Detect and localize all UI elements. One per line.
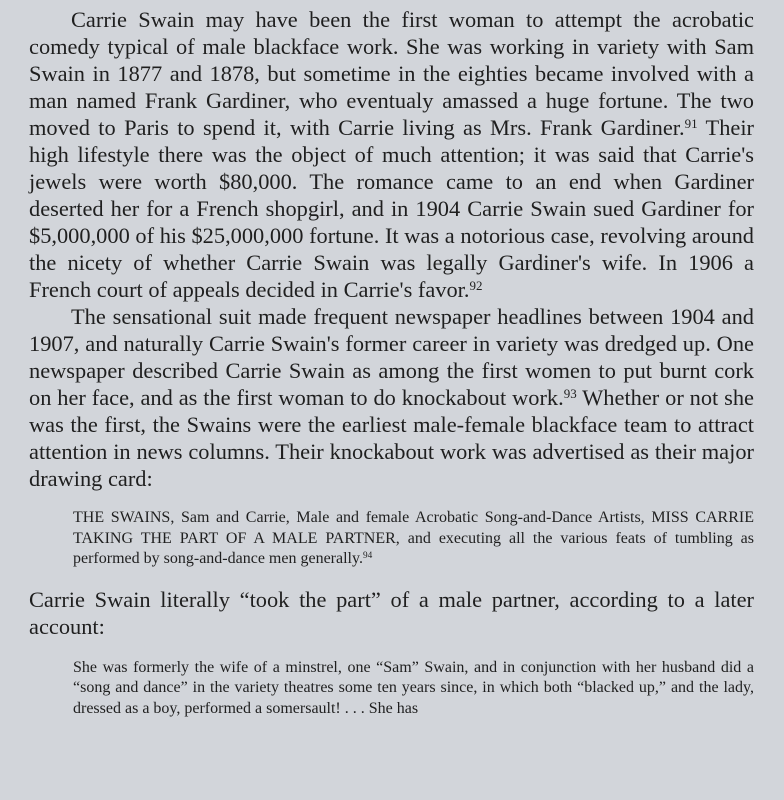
footnote-ref-91: 91 (684, 115, 698, 131)
paragraph-text: Their high lifestyle there was the object of much attention; it was said that Carrie's jewels were worth $80,000. The romance came to an end when Gardiner deserted her for a French shopgirl, and in 1904 Carrie Swain sued Gardiner for $5,000,000 of his $25,000,000 fortune. It was a notorious case, revolving around the nicety of whether Carrie Swain was legally Gardiner's wife. In 1906 a French court of appeals decided in Carrie's favor. (29, 115, 754, 302)
quote-text: She was formerly the wife of a minstrel, one “Sam” Swain, and in conjunction with her husband did a “song and dance” in the variety theatres some ten years since, in which both “blacked up,” and the lady, dressed as a boy, performed a somersault! . . . She has (73, 658, 754, 717)
paragraph-took-the-part (29, 586, 754, 640)
paragraph-text: Whether or not she was the first, the Swains were the earliest male-female blackface team to attract attention in news columns. Their knockabout work was advertised as their major drawing card: (29, 385, 754, 491)
paragraph-text: Carrie Swain may have been the first woman to attempt the acrobatic comedy typical of male blackface work. She was working in variety with Sam Swain in 1877 and 1878, but sometime in the eighties became involved with a man named Frank Gardiner, who eventualy amassed a huge fortune. The two moved to Paris to spend it, with Carrie living as Mrs. Frank Gardiner. (29, 7, 754, 140)
footnote-ref-92: 92 (469, 277, 483, 293)
quote-text: THE SWAINS, Sam and Carrie, Male and female Acrobatic Song-and-Dance Artists, MISS CARRIE TAKING THE PART OF A MALE PARTNER, and executing all the various feats of tumbling as performed by song-and-dance men generally. (73, 509, 754, 567)
block-quote-advertisement (29, 508, 754, 570)
block-quote-later-account (29, 658, 754, 720)
paragraph-carrie-swain-intro (29, 6, 754, 303)
footnote-ref-94: 94 (362, 550, 373, 561)
footnote-ref-93: 93 (563, 385, 577, 401)
paragraph-text: Carrie Swain literally “took the part” of a male partner, according to a later account: (29, 586, 754, 639)
paragraph-text: The sensational suit made frequent newspaper headlines between 1904 and 1907, and naturally Carrie Swain's former career in variety was dredged up. One newspaper described Carrie Swain as among the first women to put burnt cork on her face, and as the first woman to do knockabout work. (29, 304, 754, 410)
paragraph-sensational-suit (29, 303, 754, 492)
